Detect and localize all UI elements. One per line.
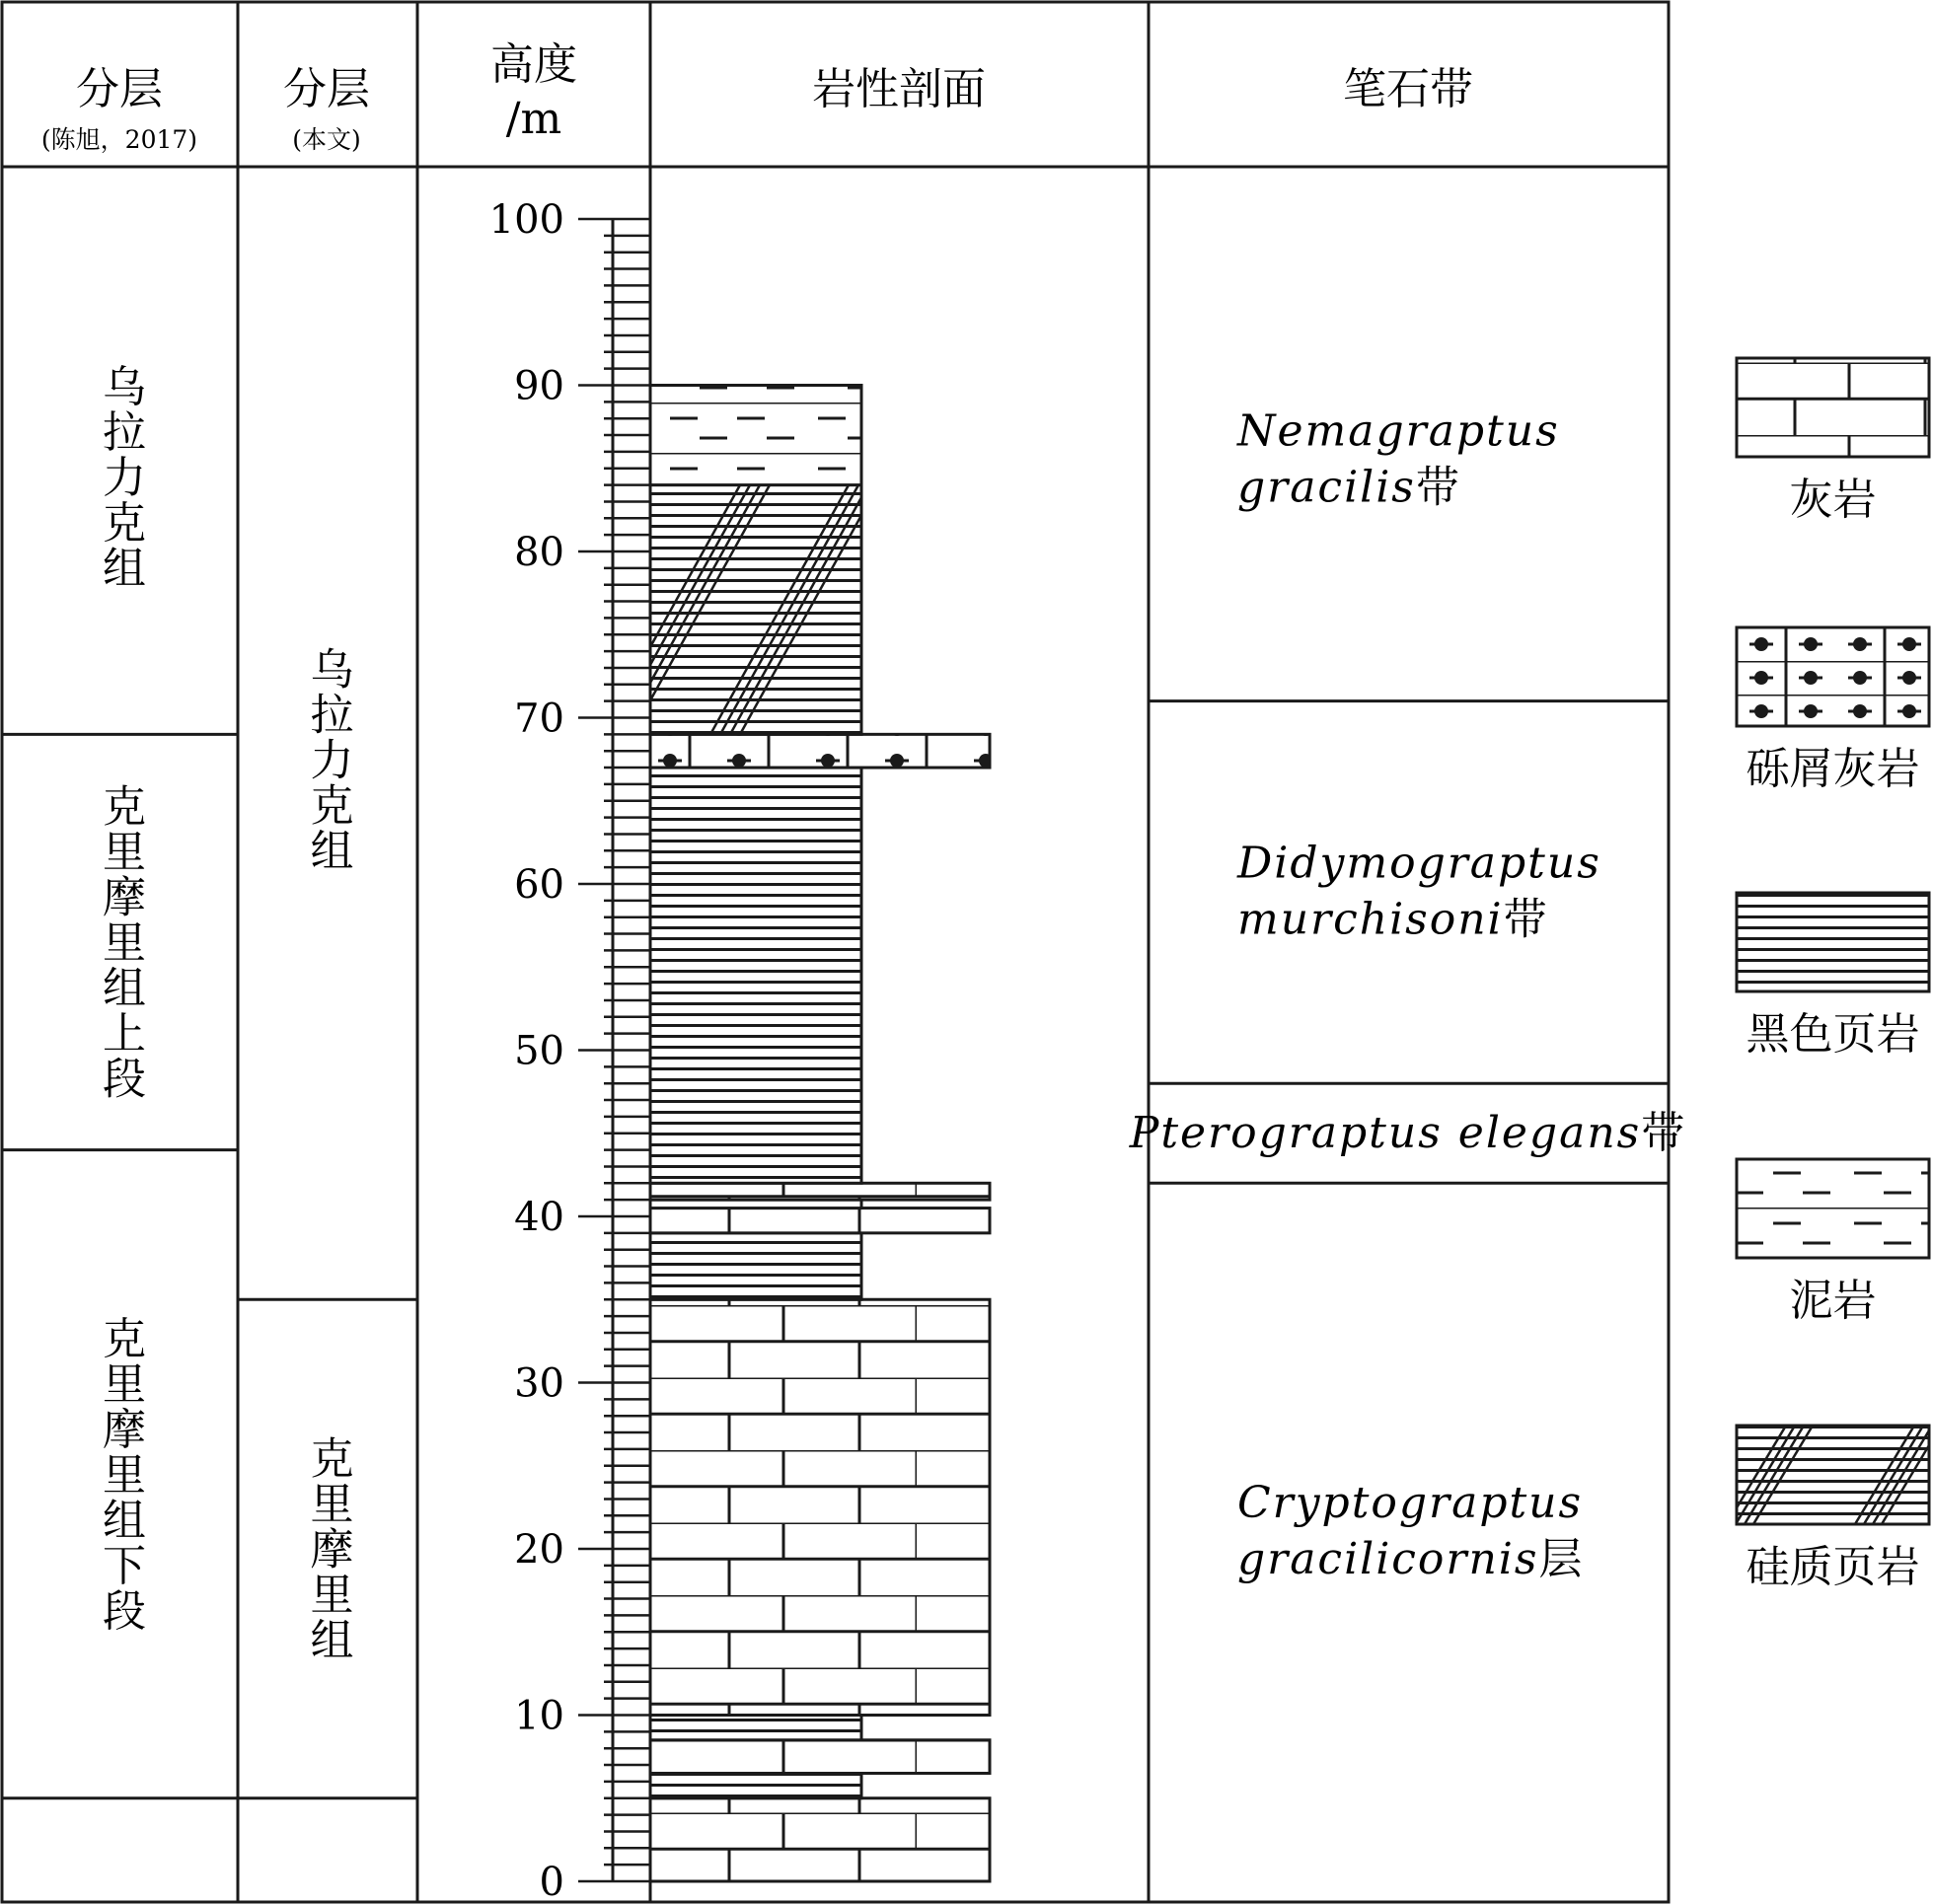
- legend-label: 灰岩: [1789, 475, 1877, 525]
- lithology-bed-black-shale: [650, 1233, 861, 1299]
- legend-item-limestone: [1737, 358, 1929, 525]
- lithology-bed-limestone: [650, 1740, 990, 1774]
- legend-swatch: [1737, 627, 1929, 726]
- tick-label: 90: [514, 363, 564, 409]
- legend-item-bioclastic-limestone: [1737, 627, 1929, 794]
- legend-item-siliceous-shale: [1727, 1426, 1933, 1592]
- zone-species: murchisoni带: [1237, 894, 1549, 945]
- legend-label: 砾屑灰岩: [1746, 744, 1920, 794]
- header-graptolite-zone: 笔石带: [1343, 64, 1473, 114]
- legend-label: 泥岩: [1789, 1276, 1877, 1326]
- units-this-paper-column: [238, 646, 417, 1798]
- zone-label: Pterograptus elegans带: [1129, 1107, 1687, 1158]
- this-paper-unit-label: 乌拉力克组: [302, 645, 353, 873]
- header-height-unit: /m: [505, 94, 562, 144]
- zone-species: gracilicornis层: [1237, 1534, 1585, 1585]
- header-layer-this: 分层: [283, 64, 370, 114]
- header-lithology: 岩性剖面: [812, 64, 986, 114]
- legend-label: 硅质页岩: [1746, 1542, 1920, 1592]
- lithology-bed-limestone: [650, 1183, 990, 1200]
- tick-label: 50: [514, 1028, 564, 1074]
- lithology-bed-black-shale: [650, 1773, 861, 1797]
- tick-label: 10: [514, 1693, 564, 1739]
- zone-genus: Didymograptus: [1237, 838, 1601, 889]
- zone-genus: Nemagraptus: [1237, 405, 1560, 457]
- legend-label: 黑色页岩: [1746, 1009, 1920, 1060]
- height-axis: [489, 197, 650, 1904]
- legend-swatch: [1737, 1159, 1929, 1258]
- zone-species: gracilis带: [1237, 462, 1461, 513]
- lithology-bed-limestone: [650, 1208, 990, 1233]
- lithology-bed-limestone: [650, 1798, 990, 1881]
- lithology-bed-black-shale: [650, 1716, 861, 1740]
- chen2017-unit-label: 克里摩里组上段: [95, 782, 145, 1101]
- tick-label: 0: [539, 1860, 564, 1904]
- legend-item-black-shale: [1737, 893, 1929, 1060]
- legend-item-mudstone: [1737, 1159, 1929, 1326]
- header-layer-chen: 分层: [76, 64, 163, 114]
- this-paper-unit-label: 克里摩里组: [302, 1435, 353, 1662]
- legend-swatch: [1737, 893, 1929, 991]
- tick-label: 30: [514, 1360, 564, 1407]
- tick-label: 100: [488, 197, 564, 243]
- tick-label: 20: [514, 1527, 564, 1573]
- zone-genus: Cryptograptus: [1237, 1478, 1584, 1529]
- lithology-bed-limestone: [650, 1299, 990, 1715]
- legend: [1727, 358, 1933, 1592]
- units-chen2017-column: [2, 363, 238, 1798]
- header-height: 高度: [490, 39, 577, 90]
- table-header: [41, 39, 1473, 154]
- tick-label: 40: [514, 1195, 564, 1240]
- chen2017-unit-label: 克里摩里组下段: [95, 1315, 145, 1634]
- tick-label: 70: [514, 696, 564, 742]
- lithology-bed-black-shale: [650, 768, 861, 1183]
- header-layer-this-source: (本文): [292, 125, 361, 154]
- chen2017-unit-label: 乌拉力克组: [95, 363, 145, 591]
- header-layer-chen-source: (陈旭，2017): [40, 125, 198, 154]
- graptolite-zones-column: [1129, 405, 1687, 1584]
- legend-swatch: [1737, 358, 1929, 457]
- lithology-column: [602, 386, 990, 1882]
- tick-label: 60: [514, 862, 564, 908]
- tick-label: 80: [514, 530, 564, 575]
- lithology-bed-bioclastic-limestone: [650, 734, 990, 768]
- lithology-bed-mudstone: [650, 386, 861, 485]
